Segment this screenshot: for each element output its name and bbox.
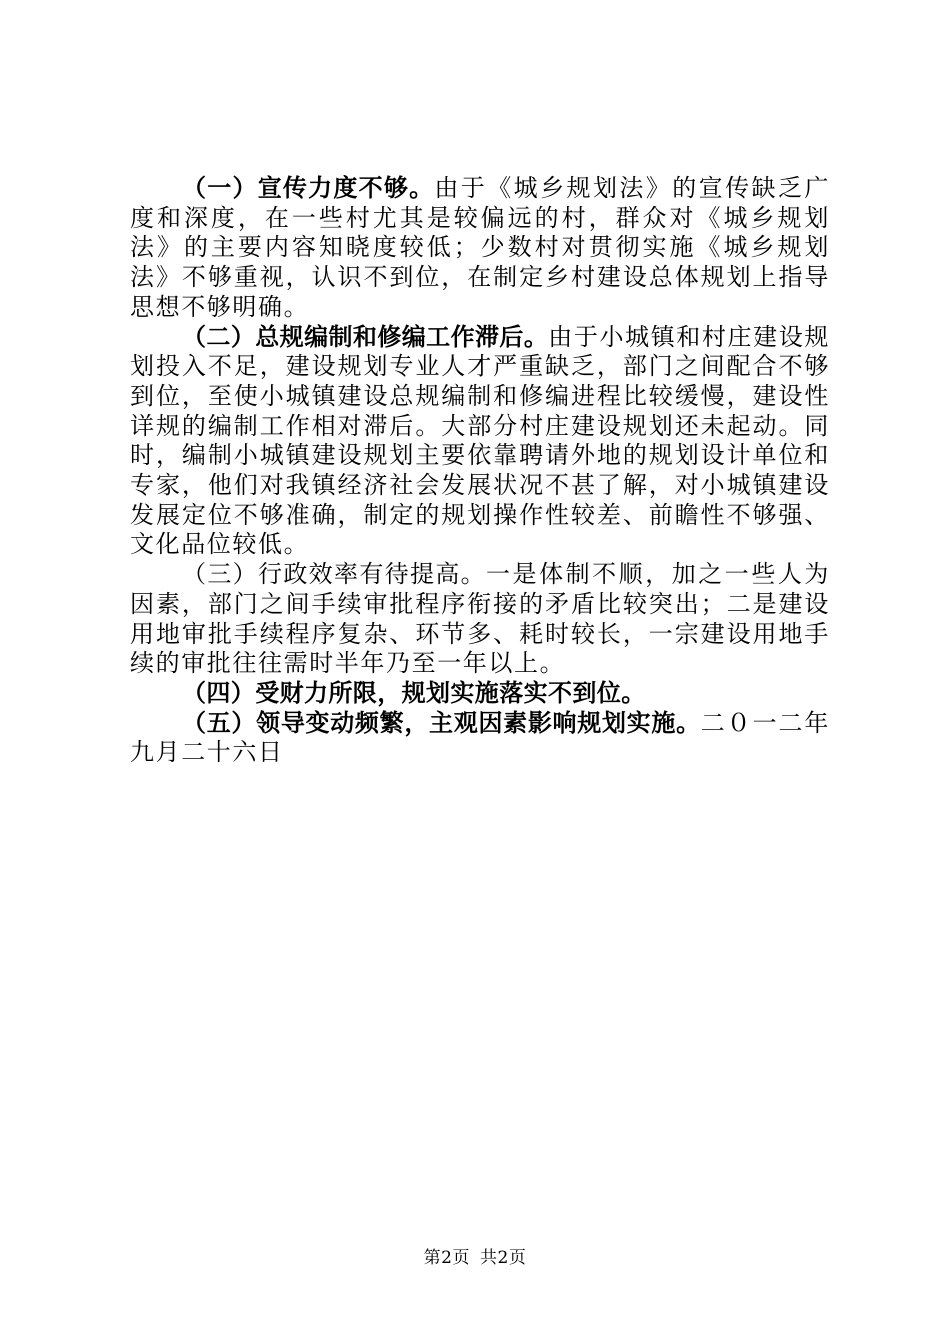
paragraph-heading: （三）行政效率有待提高。 — [182, 560, 486, 589]
paragraph-admin-efficiency — [130, 560, 830, 679]
paragraph-heading: （一）宣传力度不够。 — [182, 174, 435, 202]
paragraph-financial-limits — [130, 679, 830, 709]
page-total: 共2页 — [480, 1248, 527, 1268]
paragraph-text: 由于小城镇和村庄建设规划投入不足，建设规划专业人才严重缺乏，部门之间配合不够到位，至使小城镇建设总规编制和修编进程比较缓慢，建设性详规的编制工作相对滞后。大部分村庄建设规划还未起动。同时，编制小城镇建设规划主要依靠聘请外地的规划设计单位和专家，他们对我镇经济社会发展状况不甚了解，对小城镇建设发展定位不够准确，制定的规划操作性较差、前瞻性不够强、文化品位较低。 — [130, 322, 830, 559]
page-number: 第2页 — [423, 1248, 470, 1268]
paragraph-heading: （五）领导变动频繁，主观因素影响规划实施。 — [182, 708, 701, 737]
paragraph-heading: （四）受财力所限，规划实施落实不到位。 — [182, 678, 646, 707]
paragraph-planning-lag — [130, 323, 830, 561]
paragraph-publicity — [130, 174, 830, 323]
document-body — [130, 174, 830, 768]
paragraph-heading: （二）总规编制和修编工作滞后。 — [182, 322, 549, 351]
paragraph-text: 一是体制不顺，加之一些人为因素，部门之间手续审批程序衔接的矛盾比较突出；二是建设用地审批手续程序复杂、环节多、耗时较长，一宗建设用地手续的审批往往需时半年乃至一年以上。 — [130, 560, 830, 678]
page-footer — [0, 1243, 950, 1268]
paragraph-date: 二０一二年九月二十六日 — [130, 708, 830, 767]
paragraph-leadership-change — [130, 709, 830, 768]
paragraph-text: 由于《城乡规划法》的宣传缺乏广度和深度，在一些村尤其是较偏远的村，群众对《城乡规划法》的主要内容知晓度较低；少数村对贯彻实施《城乡规划法》不够重视，认识不到位，在制定乡村建设总体规划上指导思想不够明确。 — [130, 174, 831, 321]
